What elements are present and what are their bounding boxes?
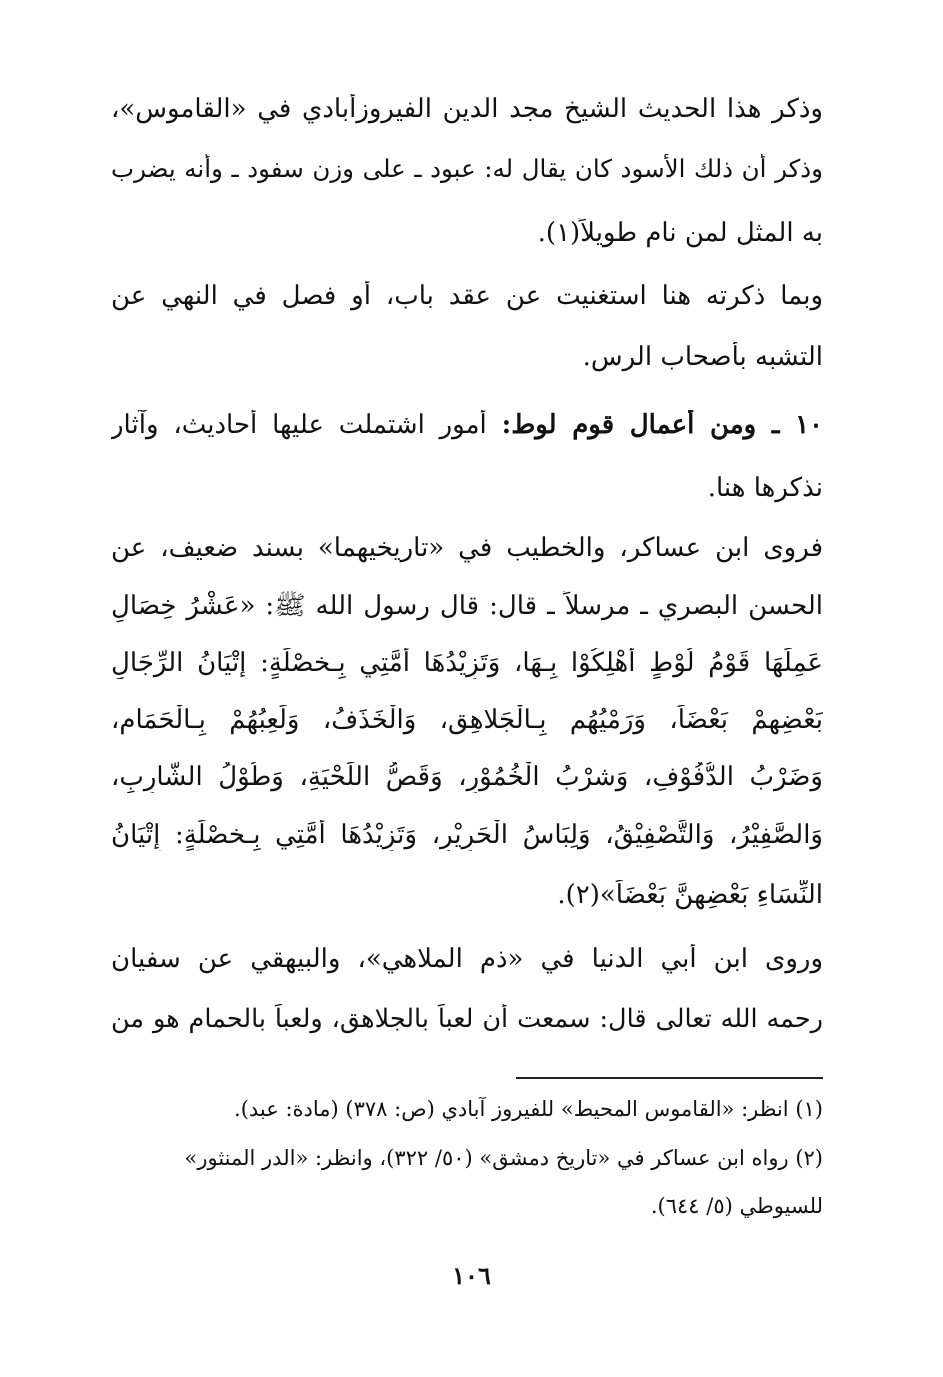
body-line: عَمِلَهَا قَوْمُ لُوْطٍ أُهْلِكُوْا بِـهَا، وَتَزِيْدُهَا أُمَّتِي بِـخصْلَةٍ: إِتْيَانُ الرِّجَالِ — [111, 648, 823, 678]
footnote-line: للسيوطي (٥/ ٦٤٤). — [650, 1194, 823, 1218]
paragraph-qamus — [111, 94, 823, 125]
body-line: وروى ابن أبي الدنيا في «ذم الملاهي»، والبيهقي عن سفيان — [111, 944, 823, 974]
section-heading-10 — [111, 410, 823, 441]
paragraph-hadith-7 — [111, 880, 823, 911]
paragraph-ibn-abi-dunya — [111, 944, 823, 975]
body-line: بَعْضِهِمْ بَعْضَاً، وَرَمْيُهُم بِـالْجَلاهِقِ، وَالْخَذَفُ، وَلَعِبُهُمْ بِـالْحَمَامِ، — [111, 705, 823, 735]
footnote-line: (١) انظر: «القاموس المحيط» للفيروز آبادي (ص: ٣٧٨) (مادة: عبد). — [234, 1097, 823, 1121]
body-line: وذكر أن ذلك الأسود كان يقال له: عبود ـ على وزن سفود ـ وأنه يضرب — [111, 154, 823, 183]
heading-rest-text: أمور اشتملت عليها أحاديث، وآثار — [111, 410, 502, 440]
body-line: وبما ذكرته هنا استغنيت عن عقد باب، أو فصل في النهي عن — [111, 281, 823, 311]
paragraph-hadith-6 — [111, 820, 823, 851]
body-line: التشبه بأصحاب الرس. — [582, 342, 823, 372]
paragraph-hadith-3 — [111, 648, 823, 679]
footnote-line: (٢) رواه ابن عساكر في «تاريخ دمشق» (٥٠/ ٣٢٢)، وانظر: «الدر المنثور» — [184, 1146, 823, 1170]
paragraph-hadith-4 — [111, 705, 823, 736]
footnote-2-continued — [111, 1194, 823, 1219]
body-line: رحمه الله تعالى قال: سمعت أن لعباً بالجلاهق، ولعباً بالحمام هو من — [111, 1004, 823, 1034]
section-heading-10-2 — [111, 473, 823, 504]
paragraph-qamus-2 — [111, 154, 823, 183]
body-line: فروى ابن عساكر، والخطيب في «تاريخيهما» بسند ضعيف، عن — [111, 533, 823, 563]
body-line: وذكر هذا الحديث الشيخ مجد الدين الفيروزأبادي في «القاموس»، — [111, 94, 823, 124]
footnote-1 — [111, 1097, 823, 1122]
body-line: نذكرها هنا. — [707, 473, 823, 503]
page-number: ١٠٦ — [452, 1261, 491, 1290]
paragraph-ras-2 — [111, 342, 823, 373]
body-line: وَالصَّفِيْرُ، وَالتَّصْفِيْقُ، وَلِبَاسُ الْحَرِيْرِ، وَتَزِيْدُهَا أُمَّتِي بِـخصْلَةٍ: إِتْيَانُ — [111, 820, 823, 850]
paragraph-qamus-3 — [111, 218, 823, 249]
heading-bold-text: ١٠ ـ ومن أعمال قوم لوط: — [501, 410, 823, 440]
paragraph-ras — [111, 281, 823, 312]
footnote-separator — [516, 1077, 823, 1079]
footnote-2 — [111, 1146, 823, 1171]
heading-line — [111, 410, 823, 441]
body-line: وَضَرْبُ الدُّفُوْفِ، وَشرْبُ الْخُمُوْرِ، وَقَصُّ اللِّحْيَةِ، وَطُوْلُ الشَّارِبِ، — [111, 762, 823, 792]
paragraph-ibn-abi-dunya-2 — [111, 1004, 823, 1035]
paragraph-hadith-5 — [111, 762, 823, 793]
paragraph-hadith-2 — [111, 591, 823, 622]
body-line: النِّسَاءِ بَعْضِهِنَّ بَعْضَاً»(٢). — [557, 880, 823, 910]
body-line: الحسن البصري ـ مرسلاً ـ قال: قال رسول الله ﷺ: «عَشْرُ خِصَالٍ — [111, 591, 823, 621]
body-line: به المثل لمن نام طويلاً(١). — [537, 218, 823, 248]
paragraph-hadith — [111, 533, 823, 564]
